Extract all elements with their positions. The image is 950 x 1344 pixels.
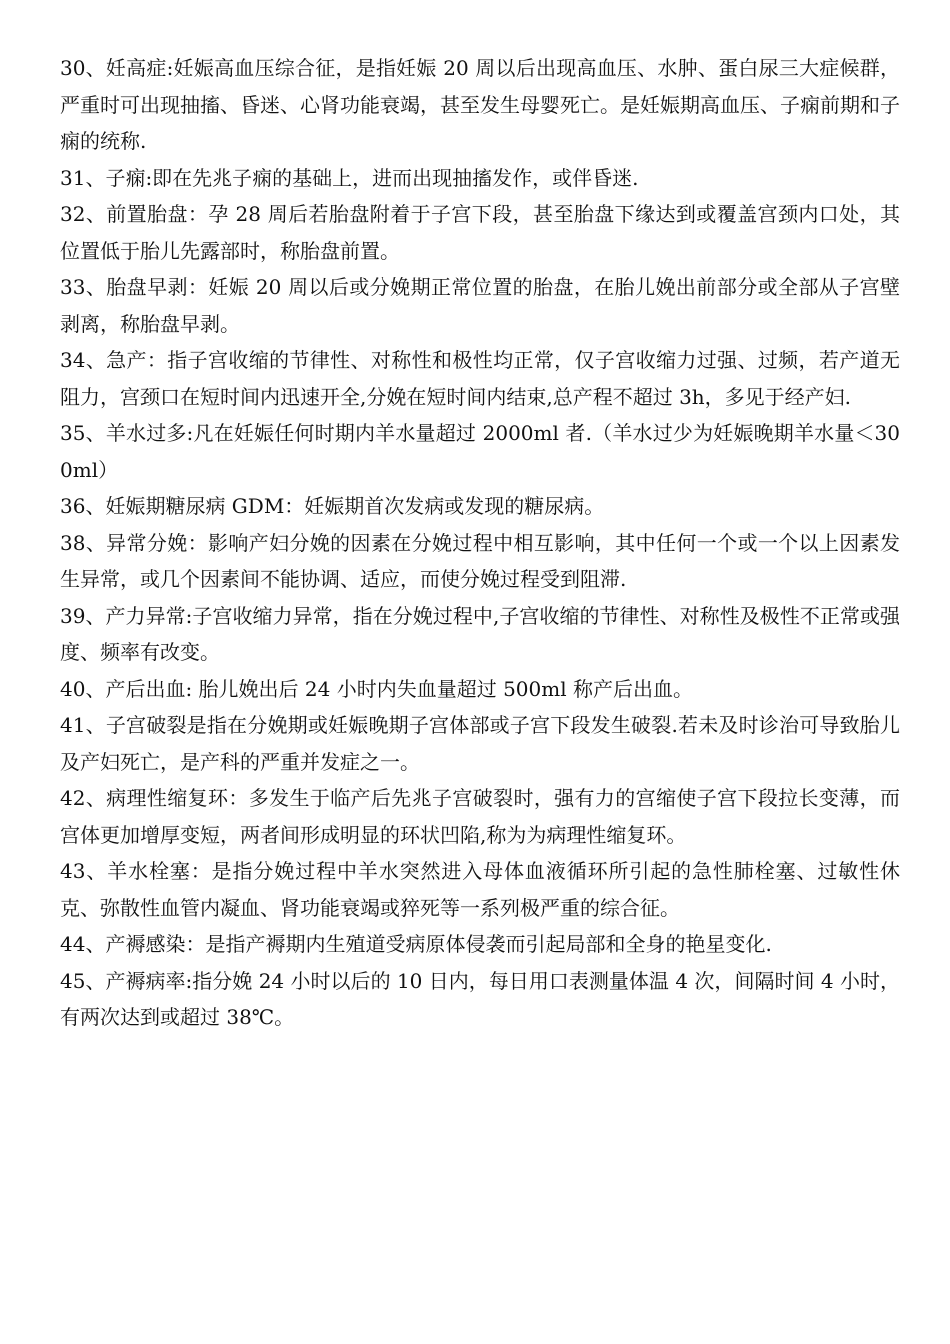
entry-40-postpartum-hemorrhage: 40、产后出血: 胎儿娩出后 24 小时内失血量超过 500ml 称产后出血。 xyxy=(60,676,693,701)
entry-39-uterine-contraction-abnormality: 39、产力异常:子宫收缩力异常，指在分娩过程中,子宫收缩的节律性、对称性及极性不正常或强度、频率有改变。 xyxy=(60,603,900,664)
entry-41-uterine-rupture: 41、子宫破裂是指在分娩期或妊娠晚期子宫体部或子宫下段发生破裂.若未及时诊治可导致胎儿及产妇死亡，是产科的严重并发症之一。 xyxy=(60,713,900,774)
entry-45-puerperal-morbidity: 45、产褥病率:指分娩 24 小时以后的 10 日内，每日用口表测量体温 4 次，间隔时间 4 小时，有两次达到或超过 38℃。 xyxy=(60,968,900,1029)
entry-31-eclampsia: 31、子痫:即在先兆子痫的基础上，进而出现抽搐发作，或伴昏迷. xyxy=(60,165,639,190)
entry-43-amniotic-embolism: 43、羊水栓塞：是指分娩过程中羊水突然进入母体血液循环所引起的急性肺栓塞、过敏性休克、弥散性血管内凝血、肾功能衰竭或猝死等一系列极严重的综合征。 xyxy=(60,859,900,920)
entry-34-precipitate-labor: 34、急产：指子宫收缩的节律性、对称性和极性均正常，仅子宫收缩力过强、过频，若产道无阻力，宫颈口在短时间内迅速开全,分娩在短时间内结束,总产程不超过 3h，多见于经产妇. xyxy=(60,348,900,409)
entry-35-polyhydramnios: 35、羊水过多:凡在妊娠任何时期内羊水量超过 2000ml 者.（羊水过少为妊娠晚期羊水量＜300ml） xyxy=(60,421,900,482)
entry-33-placental-abruption: 33、胎盘早剥：妊娠 20 周以后或分娩期正常位置的胎盘，在胎儿娩出前部分或全部从子宫壁剥离，称胎盘早剥。 xyxy=(60,275,900,336)
entry-42-pathological-retraction-ring: 42、病理性缩复环：多发生于临产后先兆子宫破裂时，强有力的宫缩使子宫下段拉长变薄，而宫体更加增厚变短，两者间形成明显的环状凹陷,称为为病理性缩复环。 xyxy=(60,786,900,847)
entry-38-abnormal-labor: 38、异常分娩：影响产妇分娩的因素在分娩过程中相互影响，其中任何一个或一个以上因素发生异常，或几个因素间不能协调、适应，而使分娩过程受到阻滞. xyxy=(60,530,900,591)
entry-44-puerperal-infection: 44、产褥感染：是指产褥期内生殖道受病原体侵袭而引起局部和全身的艳星变化. xyxy=(60,932,772,956)
entry-30-preeclampsia: 30、妊高症:妊娠高血压综合征，是指妊娠 20 周以后出现高血压、水肿、蛋白尿三大症候群，严重时可出现抽搐、昏迷、心肾功能衰竭，甚至发生母婴死亡。是妊娠期高血压、子痫前期和子痫的统称. xyxy=(60,56,900,153)
entry-36-gdm: 36、妊娠期糖尿病 GDM：妊娠期首次发病或发现的糖尿病。 xyxy=(60,494,605,518)
entry-32-placenta-previa: 32、前置胎盘：孕 28 周后若胎盘附着于子宫下段，甚至胎盘下缘达到或覆盖宫颈内口处，其位置低于胎儿先露部时，称胎盘前置。 xyxy=(60,202,900,263)
